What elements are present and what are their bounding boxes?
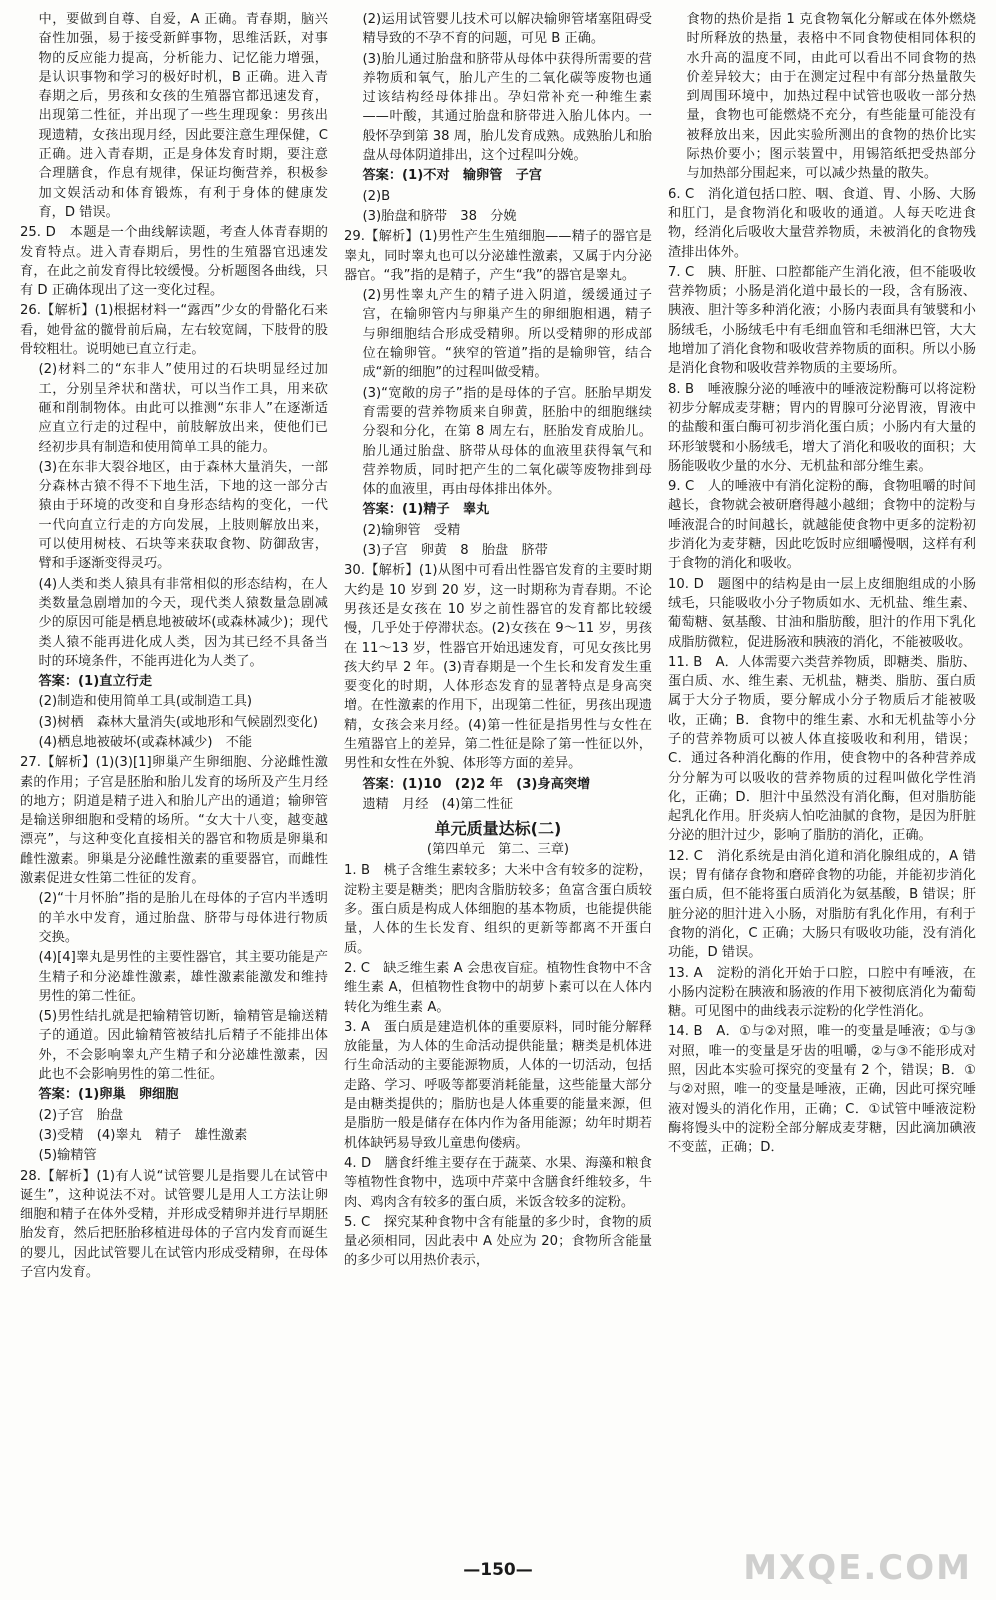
- column-right: [668, 10, 976, 1159]
- col2-paragraph: (3)胎盘和脐带 38 分娩: [362, 208, 517, 224]
- col3-paragraph: 12. C 消化系统是由消化道和消化腺组成的，A 错误；胃有储存食物和磨碎食物的功能，并能初步消化蛋白质，但不能将蛋白质消化为氨基酸，B 错误；肝脏分泌的胆汁进入小肠，对脂肪有乳化作用，有利于食物的消化，C 正确；大肠只有吸收功能，没有消化功能，D 错误。: [668, 848, 976, 961]
- col2b-paragraph: 5. C 探究某种食物中含有能量的多少时，食物的质量必须相同，因此表中 A 处应为 20；食物所含能量的多少可以用热价表示，: [344, 1214, 652, 1269]
- col3-paragraph: 9. C 人的唾液中有消化淀粉的酶，食物咀嚼的时间越长，食物就会被研磨得越小越细；食物中的淀粉与唾液混合的时间越长，就越能使食物中更多的淀粉初步消化为麦芽糖，因此吃饭时应细嚼慢咽，这样有利于食物的消化和吸收。: [668, 479, 976, 572]
- col2-paragraph: 答案：(1)10 (2)2 年 (3)身高突增: [362, 776, 591, 792]
- col3-paragraph: 14. B A．①与②对照，唯一的变量是唾液；①与③对照，唯一的变量是牙齿的咀嚼，②与③不能形成对照，因此本实验可探究的变量有 2 个，错误；B．①与②对照，唯一的变量是唾液，正确，因此可探究唾液对馒头的消化作用，正确；C．①试管中唾液淀粉酶将馒头中的淀粉全部分解成麦芽糖，因此滴加碘液不变蓝，正确；D．: [668, 1024, 976, 1156]
- col2-paragraph: 29.【解析】(1)男性产生生殖细胞——精子的器官是睾丸，同时睾丸也可以分泌雄性激素，又属于内分泌器官。“我”指的是精子，产生“我”的器官是睾丸。: [344, 229, 652, 283]
- col1-paragraph: (5)男性结扎就是把输精管切断，输精管是输送精子的通道。因此输精管被结扎后精子不能排出体外，不会影响睾丸产生精子和分泌雄性激素，因此也不会影响男性的第二性征。: [38, 1009, 328, 1083]
- col2-paragraph: (2)输卵管 受精: [362, 522, 461, 538]
- col1-paragraph: 26.【解析】(1)根据材料一“露西”少女的骨骼化石来看，她骨盆的髋骨前后扁，左右较宽阔，下肢骨的股骨较粗壮。说明她已直立行走。: [20, 303, 328, 358]
- col2b-paragraph: 1. B 桃子含维生素较多；大米中含有较多的淀粉，淀粉主要是糖类；肥肉含脂肪较多；鱼富含蛋白质较多。蛋白质是构成人体细胞的基本物质，也能提供能量，人体的生长发育、组织的更新等都离不开蛋白质。: [344, 863, 652, 956]
- col2-paragraph: (2)男性睾丸产生的精子进入阴道，缓缓通过子宫，在输卵管内与卵巢产生的卵细胞相遇，精子与卵细胞结合形成受精卵。所以受精卵的形成部位在输卵管。“狭窄的管道”指的是输卵管，结合成“新的细胞”的过程叫做受精。: [362, 288, 652, 381]
- col1-paragraph: (3)在东非大裂谷地区，由于森林大量消失，一部分森林古猿不得不下地生活，下地的这一部分古猿由于环境的改变和自身形态结构的变化，一代一代向直立行走的方向发展，上肢则解放出来，可以使用树枝、石块等来获取食物、防御敌害，臂和手逐渐变得灵巧。: [38, 459, 328, 572]
- col1-paragraph: (3)受精 (4)睾丸 精子 雄性激素: [38, 1127, 248, 1143]
- col2b-paragraph: 4. D 膳食纤维主要存在于蔬菜、水果、海藻和粮食等植物性食物中，选项中芹菜中含膳食纤维较多，牛肉、鸡肉含有较多的蛋白质，米饭含较多的淀粉。: [344, 1155, 652, 1210]
- col1-paragraph: 答案：(1)直立行走: [38, 674, 153, 690]
- col2-paragraph: (2)运用试管婴儿技术可以解决输卵管堵塞阻碍受精导致的不孕不育的问题，可见 B 正确。: [362, 12, 652, 47]
- col1-paragraph: 答案：(1)卵巢 卵细胞: [38, 1087, 179, 1103]
- column-middle-top: [344, 10, 652, 814]
- col1-paragraph: (4)[4]睾丸是男性的主要性器官，其主要功能是产生精子和分泌雄性激素，雄性激素能激发和维持男性的第二性征。: [38, 950, 328, 1004]
- column-left: [20, 10, 328, 1283]
- col1-paragraph: (5)输精管: [38, 1148, 97, 1164]
- col2-paragraph: 答案：(1)精子 睾丸: [362, 502, 490, 518]
- section-title: 单元质量达标(二): [434, 819, 562, 839]
- page-number: —150—: [463, 1560, 533, 1580]
- col3-paragraph: 7. C 胰、肝脏、口腔都能产生消化液，但不能吸收营养物质；小肠是消化道中最长的一段，含有肠液、胰液、胆汁等多种消化液；小肠内表面具有皱襞和小肠绒毛，小肠绒毛中有毛细血管和毛细淋巴管，大大地增加了消化食物和吸收营养物质的面积。所以小肠是消化食物和吸收营养物质的主要场所。: [668, 264, 976, 377]
- column-middle-bottom: [344, 861, 652, 1270]
- col3-paragraph: 11. B A．人体需要六类营养物质，即糖类、脂肪、蛋白质、水、维生素、无机盐，糖类、脂肪、蛋白质属于大分子物质，要分解成小分子物质后才能被吸收，正确；B．食物中的维生素、水和无机盐等小分子的营养物质可以被人体直接吸收和利用，错误；C．通过各种消化酶的作用，使食物中的各种营养成分分解为可以吸收的营养物质的过程叫做化学性消化，正确；D．胆汁中虽然没有消化酶，但对脂肪能起乳化作用。肝炎病人怕吃油腻的食物，是因为肝脏分泌的胆汁过少，影响了脂肪的消化，正确。: [668, 654, 976, 844]
- col1-paragraph: 25. D 本题是一个曲线解读题，考查人体青春期的发育特点。进入青春期后，男性的生殖器官迅速发育，在此之前发育得比较缓慢。分析题图各曲线，只有 D 正确体现出了这一变化过程。: [20, 225, 328, 299]
- col1-paragraph: 28.【解析】(1)有人说“试管婴儿是指婴儿在试管中诞生”，这种说法不对。试管婴儿是用人工方法让卵细胞和精子在体外受精，并形成受精卵并进行早期胚胎发育，然后把胚胎移植进母体的子宫内发育而诞生的婴儿，因此试管婴儿在试管内形成受精卵，在母体子宫内发育。: [20, 1168, 328, 1280]
- col1-paragraph: 中，要做到自尊、自爱，A 正确。青春期，脑兴奋性加强，易于接受新鲜事物，思维活跃，对事物的反应能力提高，分析能力、记忆能力增强，是认识事物和学习的极好时机，B 正确。进入青春期之后，男孩和女孩的生殖器官都迅速发育，出现第二性征，并出现了一些生理现象：男孩出现遗精，女孩出现月经，因此要注意生理保健，C 正确。进入青春期，正是身体发育时期，要注意合理膳食，作息有规律，保证均衡营养，积极参加文娱活动和体育锻炼，有利于身体的健康发育，D 错误。: [38, 12, 328, 220]
- col3-paragraph: 食物的热价是指 1 克食物氧化分解或在体外燃烧时所释放的热量，表格中不同食物使相同体积的水升高的温度不同，由此可以看出不同食物的热价差异较大；由于在测定过程中有部分热量散失到周围环境中，加热过程中试管也吸收一部分热量，食物也可能燃烧不充分，有些能量可能没有被释放出来，因此实验所测出的食物的热价比实际热价要小；图示装置中，用锡箔纸把受热部分与加热部分围起来，可以减少热量的散失。: [686, 12, 976, 182]
- col1-paragraph: (2)制造和使用简单工具(或制造工具): [38, 694, 253, 710]
- column-middle: [344, 10, 652, 1272]
- col3-paragraph: 10. D 题图中的结构是由一层上皮细胞组成的小肠绒毛，只能吸收小分子物质如水、无机盐、维生素、葡萄糖、氨基酸、甘油和脂肪酸，胆汁的作用下乳化成脂肪微粒，促进肠液和胰液的消化，不能被吸收。: [668, 576, 976, 650]
- col2-paragraph: 30.【解析】(1)从图中可看出性器官发育的主要时期大约是 10 岁到 20 岁，这一时期称为青春期。不论男孩还是女孩在 10 岁之前性器官的发育都比较缓慢，几乎处于停滞状态。(2)女孩在 9～11 岁，男孩在 11～13 岁，性器官开始迅速发育，可见女孩比男孩大约早 2 年。(3)青春期是一个生长和发育发生重要变化的时期，人体形态发育的显著特点是身高突增。在性激素的作用下，出现第二性征，男孩出现遗精，女孩会来月经。(4)第一性征是指男性与女性在生殖器官上的差异，第二性征是除了第一性征以外，男性和女性在外貌、体形等方面的差异。: [344, 563, 652, 772]
- col2-paragraph: (3)胎儿通过胎盘和脐带从母体中获得所需要的营养物质和氧气，胎儿产生的二氧化碳等废物也通过该结构经母体排出。孕妇常补充一种维生素——叶酸，其通过胎盘和脐带进入胎儿体内。一般怀孕到第 38 周，胎儿发育成熟。成熟胎儿和胎盘从母体阴道排出，这个过程叫分娩。: [362, 51, 652, 164]
- col2-paragraph: (3)“宽敞的房子”指的是母体的子宫。胚胎早期发育需要的营养物质来自卵黄，胚胎中的细胞继续分裂和分化，在第 8 周左右，胚胎发育成胎儿。胎儿通过胎盘、脐带从母体的血液里获得氧气和营养物质，同时把产生的二氧化碳等废物排到母体的血液里，再由母体排出体外。: [362, 385, 652, 498]
- col2-paragraph: (2)B: [362, 188, 391, 204]
- col3-paragraph: 13. A 淀粉的消化开始于口腔，口腔中有唾液，在小肠内淀粉在胰液和肠液的作用下被彻底消化为葡萄糖。可见图中的曲线表示淀粉的化学性消化。: [668, 965, 976, 1020]
- col2-paragraph: 遗精 月经 (4)第二性征: [362, 796, 514, 812]
- site-watermark: MXQE.COM: [743, 1548, 972, 1588]
- col1-paragraph: (4)人类和类人猿具有非常相似的形态结构，在人类数量急剧增加的今天，现代类人猿数量急剧减少的原因可能是栖息地被破坏(或森林减少)；现代类人猿不能再进化成人类，因为其已经不具备当时的环境条件，不能再进化为人类了。: [38, 576, 328, 669]
- col1-paragraph: (3)树栖 森林大量消失(或地形和气候剧烈变化): [38, 714, 318, 730]
- col2b-paragraph: 3. A 蛋白质是建造机体的重要原料，同时能分解释放能量，为人体的生命活动提供能量；糖类是机体进行生命活动的主要能源物质，人体的一切活动，包括走路、学习、呼吸等都要消耗能量，这些能量大部分是由糖类提供的；脂肪也是人体重要的能量来源，但是脂肪一般是储存在体内作为备用能源；幼年时期若机体缺钙易导致儿童患佝偻病。: [344, 1019, 652, 1151]
- col1-paragraph: 27.【解析】(1)(3)[1]卵巢产生卵细胞、分泌雌性激素的作用；子宫是胚胎和胎儿发育的场所及产生月经的地方；阴道是精子进入和胎儿产出的通道；输卵管是输送卵细胞和受精的场所。“女大十八变，越变越漂亮”，与这种变化直接相关的器官和物质是卵巢和雌性激素。卵巢是分泌雌性激素的重要器官，而雌性激素促进女性第二性征的发育。: [20, 755, 328, 887]
- col2-paragraph: 答案：(1)不对 输卵管 子宫: [362, 168, 542, 184]
- col1-paragraph: (4)栖息地被破坏(或森林减少) 不能: [38, 734, 253, 750]
- col1-paragraph: (2)材料二的“东非人”使用过的石块明显经过加工，分别呈斧状和凿状，可以当作工具，用来砍砸和削制物体。由此可以推测“东非人”在逐渐适应直立行走的过程中，前肢解放出来，使他们已经初步具有制造和使用简单工具的能力。: [38, 362, 328, 455]
- col3-paragraph: 8. B 唾液腺分泌的唾液中的唾液淀粉酶可以将淀粉初步分解成麦芽糖；胃内的胃腺可分泌胃液，胃液中的盐酸和蛋白酶可初步消化蛋白质；小肠内有大量的环形皱襞和小肠绒毛，增大了消化和吸收的面积；大肠能吸收少量的水分、无机盐和部分维生素。: [668, 381, 976, 474]
- col3-paragraph: 6. C 消化道包括口腔、咽、食道、胃、小肠、大肠和肛门，是食物消化和吸收的通道。人每天吃进食物，经消化后吸收大量营养物质，未被消化的食物残渣排出体外。: [668, 186, 976, 260]
- col2-paragraph: (3)子宫 卵黄 8 胎盘 脐带: [362, 543, 548, 559]
- section-subtitle: (第四单元 第二、三章): [426, 842, 570, 858]
- col1-paragraph: (2)“十月怀胎”指的是胎儿在母体的子宫内半透明的羊水中发育，通过胎盘、脐带与母体进行物质交换。: [38, 891, 328, 945]
- col1-paragraph: (2)子宫 胎盘: [38, 1107, 124, 1123]
- col2b-paragraph: 2. C 缺乏维生素 A 会患夜盲症。植物性食物中不含维生素 A，但植物性食物中的胡萝卜素可以在人体内转化为维生素 A。: [344, 960, 652, 1015]
